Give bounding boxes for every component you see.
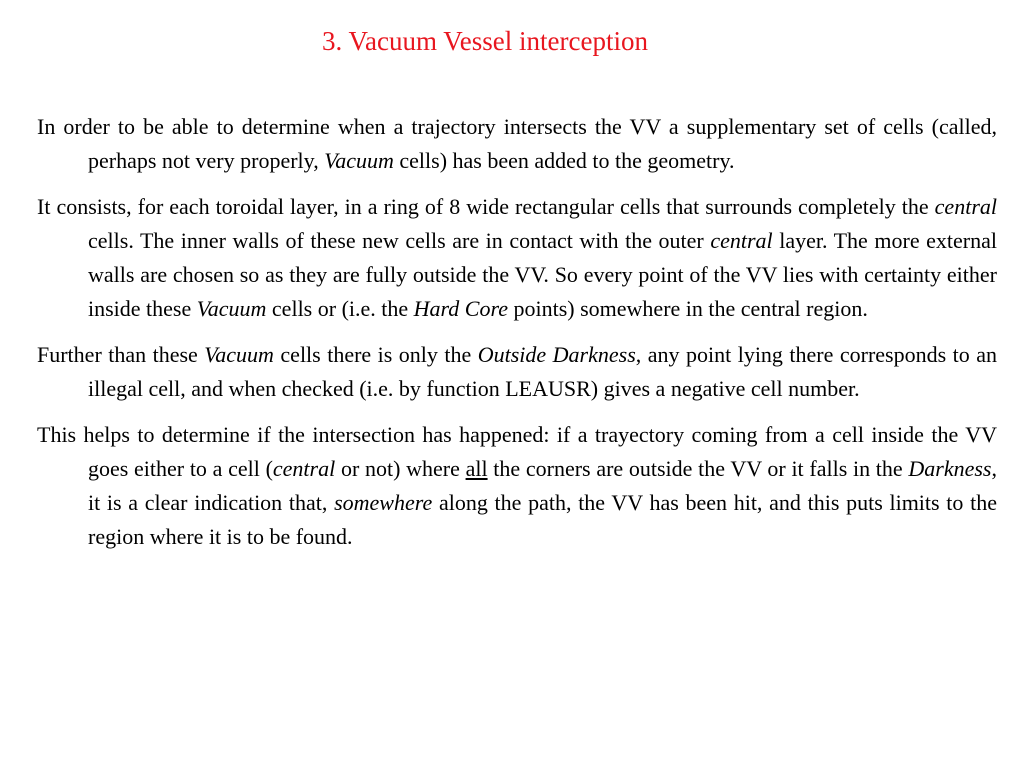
emphasized-term: somewhere <box>334 490 433 515</box>
slide-body <box>37 110 997 566</box>
emphasized-term: central <box>934 194 997 219</box>
text-segment: , it is a clear indication that, <box>88 456 997 515</box>
text-segment: cells. The inner walls of these new cells are in contact with the outer <box>88 228 711 253</box>
paragraph-toroidal-ring <box>37 190 997 326</box>
emphasized-term: Vacuum <box>196 296 267 321</box>
emphasized-term: central <box>710 228 773 253</box>
text-segment: It consists, for each toroidal layer, in a ring of 8 wide rectangular cells that surrounds completely the <box>37 194 935 219</box>
text-segment: Further than these <box>37 342 205 367</box>
text-segment: This helps to determine if the intersection has happened: if a trayectory coming from a cell inside the VV goes either to a cell ( <box>37 422 997 481</box>
text-segment: cells) has been added to the geometry. <box>393 148 735 173</box>
emphasized-term: Darkness <box>908 456 992 481</box>
text-segment: along the path, the VV has been hit, and this puts limits to the region where it is to be found. <box>88 490 997 549</box>
text-segment: , any point lying there corresponds to an illegal cell, and when checked (i.e. by function LEAUSR) gives a negative cell number. <box>88 342 997 401</box>
text-segment: or not) where <box>335 456 466 481</box>
text-segment: the corners are outside the VV or it falls in the <box>487 456 909 481</box>
text-segment: points) somewhere in the central region. <box>507 296 868 321</box>
underlined-term: all <box>465 456 488 481</box>
emphasized-term: Vacuum <box>204 342 274 367</box>
text-segment: cells or (i.e. the <box>266 296 414 321</box>
slide-title: 3. Vacuum Vessel interception <box>322 26 648 56</box>
text-segment: layer. The more external walls are chosen so as they are fully outside the VV. So every point of the VV lies with certainty either inside these <box>88 228 997 321</box>
paragraph-outside-darkness <box>37 338 997 406</box>
text-segment: In order to be able to determine when a trajectory intersects the VV a supplementary set of cells (called, perhaps not very properly, <box>37 114 997 173</box>
text-segment: cells there is only the <box>273 342 478 367</box>
paragraph-intersection-detection <box>37 418 997 554</box>
emphasized-term: Hard Core <box>413 296 508 321</box>
emphasized-term: Vacuum <box>324 148 394 173</box>
emphasized-term: central <box>272 456 336 481</box>
emphasized-term: Outside Darkness <box>477 342 636 367</box>
paragraph-vacuum-cells-intro <box>37 110 997 178</box>
